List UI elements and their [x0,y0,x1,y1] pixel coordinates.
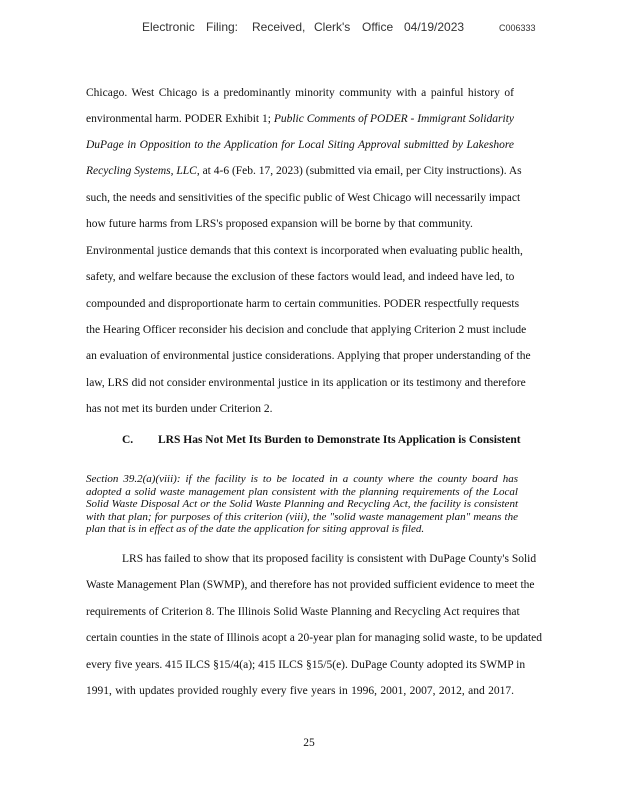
text-line: has not met its burden under Criterion 2. [86,403,273,415]
text-line: such, the needs and sensitivities of the specific public of West Chicago will necessarily impact [86,192,521,204]
text-line: LRS has failed to show that its proposed facility is consistent with DuPage County's Solid [122,553,537,565]
text-run: , at 4-6 (Feb. 17, 2023) (submitted via email, per City instructions). As [196,165,522,177]
stamp-electronic: Electronic [142,20,195,34]
section-letter: C. [122,434,134,446]
text-line: certain counties in the state of Illinois acopt a 20-year plan for managing solid waste, to be updated [86,632,543,644]
citation-title-continued: DuPage in Opposition to the Application for Local Siting Approval submitted by Lakeshore [86,139,514,151]
citation-title-end: Recycling Systems, LLC [86,165,197,177]
text-line: Environmental justice demands that this context is incorporated when evaluating public health, [86,245,523,257]
section-title: LRS Has Not Met Its Burden to Demonstrate Its Application is Consistent [158,434,521,446]
stamp-document-id: C006333 [499,23,536,33]
text-line: law, LRS did not consider environmental justice in its application or its testimony and therefore [86,377,526,389]
text-line [86,165,522,177]
stamp-office: Office [362,20,394,34]
text-line: requirements of Criterion 8. The Illinois Solid Waste Planning and Recycling Act requires that [86,606,520,618]
statute-block-quote: Section 39.2(a)(viii): if the facility is to be located in a county where the county board has adopted a solid waste management plan consistent with the planning requirements of the Local Solid Waste Disposal Act or the Solid Waste Planning and Recycling Act, the facility is consistent with that plan; for purposes of this criterion (viii), the "solid waste management plan" means the plan that is in effect as of the date the application for siting approval is filed. [86,473,518,536]
stamp-received: Received, [252,20,306,34]
text-line: Chicago. West Chicago is a predominantly minority community with a painful history of [86,87,514,99]
electronic-filing-stamp [0,20,618,36]
text-run: environmental harm. PODER Exhibit 1; [86,113,274,125]
text-line: Waste Management Plan (SWMP), and therefore has not provided sufficient evidence to meet the [86,579,535,591]
text-line: an evaluation of environmental justice considerations. Applying that proper understanding of the [86,350,531,362]
stamp-date: 04/19/2023 [404,20,465,34]
citation-title: Public Comments of PODER - Immigrant Solidarity [273,113,515,125]
text-line: how future harms from LRS's proposed expansion will be borne by that community. [86,218,473,230]
text-line: compounded and disproportionate harm to certain communities. PODER respectfully requests [86,298,520,310]
text-line: 1991, with updates provided roughly every five years in 1996, 2001, 2007, 2012, and 2017. [86,685,514,697]
stamp-filing: Filing: [206,20,239,34]
text-line: every five years. 415 ILCS §15/4(a); 415 ILCS §15/5(e). DuPage County adopted its SWMP in [86,659,526,671]
text-line [86,113,514,125]
stamp-clerks: Clerk's [314,20,351,34]
text-line: safety, and welfare because the exclusion of these factors would lead, and indeed have led, to [86,271,515,283]
page-number: 25 [303,737,315,749]
text-line: the Hearing Officer reconsider his decision and conclude that applying Criterion 2 must include [86,324,527,336]
